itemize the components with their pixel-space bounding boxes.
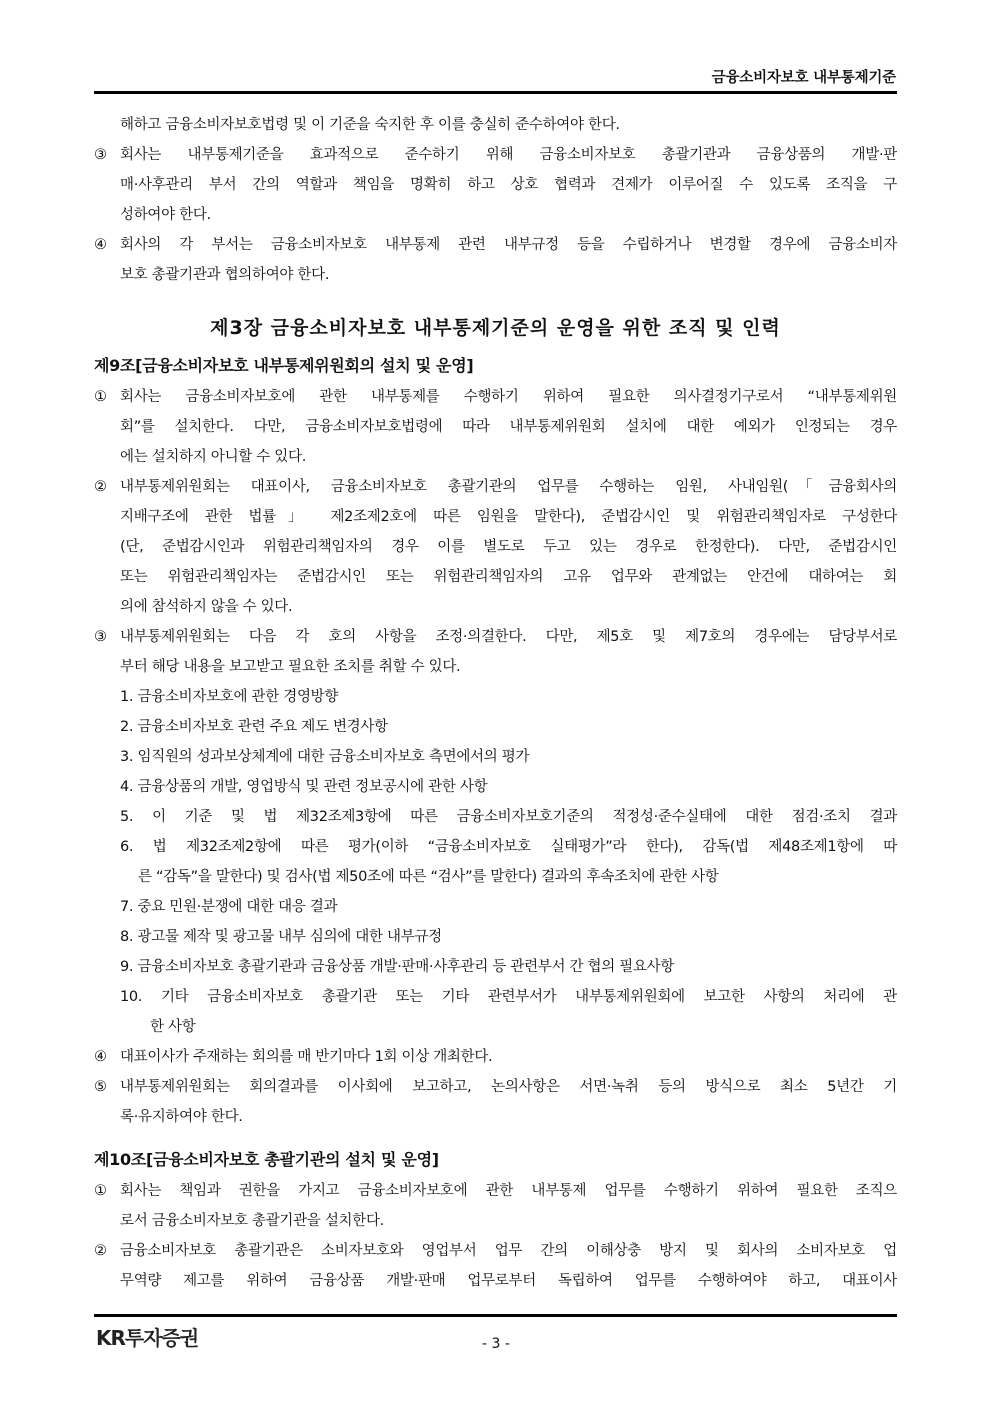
text-line: 록·유지하여야 한다. (120, 1109, 243, 1125)
paragraph-number: ④ (94, 1049, 107, 1065)
list-item: 8. 광고물 제작 및 광고물 내부 심의에 대한 내부규정 (120, 929, 442, 945)
paragraph-number: ③ (94, 629, 107, 645)
paragraph-3-line-1 (94, 140, 897, 170)
chapter-title: 제3장 금융소비자보호 내부통제기준의 운영을 위한 조직 및 인력 (210, 317, 781, 339)
text-line: 내부통제위원회는 다음 각 호의 사항을 조정·의결한다. 다만, 제5호 및 제7호의 경우에는 담당부서로 (120, 629, 897, 645)
company-logo: KR투자증권 (96, 1326, 199, 1350)
list-item: 7. 중요 민원·분쟁에 대한 대응 결과 (120, 899, 338, 915)
paragraph-4-line-1 (94, 230, 897, 260)
paragraph-number: ③ (94, 147, 107, 163)
paragraph-line (94, 1236, 897, 1266)
paragraph-number: ② (94, 479, 107, 495)
text-line: 해하고 금융소비자보호법령 및 이 기준을 숙지한 후 이를 충실히 준수하여야 한다. (120, 117, 620, 133)
text-line: 또는 위험관리책임자는 준법감시인 또는 위험관리책임자의 고유 업무와 관계없는 안건에 대하여는 회 (120, 569, 897, 585)
document-body (94, 110, 897, 1296)
list-item: 6. 법 제32조제2항에 따른 평가(이하 “금융소비자보호 실태평가”라 한다), 감독(법 제48조제1항에 따 (120, 839, 897, 855)
text-line: 회사는 책임과 권한을 가지고 금융소비자보호에 관한 내부통제 업무를 수행하기 위하여 필요한 조직으 (120, 1183, 897, 1199)
text-line: 지배구조에 관한 법률」 제2조제2호에 따른 임원을 말한다), 준법감시인 및 위험관리책임자로 구성한다 (120, 509, 897, 525)
footer-rule (94, 1314, 897, 1317)
page-header-title: 금융소비자보호 내부통제기준 (711, 70, 896, 86)
list-item: 4. 금융상품의 개발, 영업방식 및 관련 정보공시에 관한 사항 (120, 779, 488, 795)
list-item-continuation: 른 “감독”을 말한다) 및 검사(법 제50조에 따른 “검사”를 말한다) 결과의 후속조치에 관한 사항 (138, 869, 719, 885)
list-item: 1. 금융소비자보호에 관한 경영방향 (120, 689, 339, 705)
paragraph-number: ⑤ (94, 1079, 107, 1095)
paragraph-line (94, 472, 897, 502)
text-line: 내부통제위원회는 회의결과를 이사회에 보고하고, 논의사항은 서면·녹취 등의 방식으로 최소 5년간 기 (120, 1079, 897, 1095)
paragraph-number: ① (94, 1183, 107, 1199)
header-rule (94, 91, 897, 94)
text-line: 회사의 각 부서는 금융소비자보호 내부통제 관련 내부규정 등을 수립하거나 변경할 경우에 금융소비자 (120, 237, 897, 253)
text-line: 무역량 제고를 위하여 금융상품 개발·판매 업무로부터 독립하여 업무를 수행하여야 하고, 대표이사 (120, 1273, 897, 1289)
list-item: 5. 이 기준 및 법 제32조제3항에 따른 금융소비자보호기준의 적정성·준수실태에 대한 점검·조치 결과 (120, 809, 897, 825)
page-number: - 3 - (482, 1336, 510, 1352)
text-line: 대표이사가 주재하는 회의를 매 반기마다 1회 이상 개최한다. (120, 1049, 493, 1065)
paragraph-number: ④ (94, 237, 107, 253)
list-item-continuation: 한 사항 (150, 1019, 196, 1035)
text-line: 성하여야 한다. (120, 207, 211, 223)
text-line: 회”를 설치한다. 다만, 금융소비자보호법령에 따라 내부통제위원회 설치에 대한 예외가 인정되는 경우 (120, 419, 897, 435)
article-9-title: 제9조[금융소비자보호 내부통제위원회의 설치 및 운영] (94, 356, 474, 375)
list-item: 2. 금융소비자보호 관련 주요 제도 변경사항 (120, 719, 388, 735)
article-10-title: 제10조[금융소비자보호 총괄기관의 설치 및 운영] (94, 1150, 439, 1169)
paragraph-number: ② (94, 1243, 107, 1259)
text-line: 회사는 금융소비자보호에 관한 내부통제를 수행하기 위하여 필요한 의사결정기구로서 “내부통제위원 (120, 389, 897, 405)
paragraph-line (94, 1072, 897, 1102)
text-line: 내부통제위원회는 대표이사, 금융소비자보호 총괄기관의 업무를 수행하는 임원, 사내임원(「금융회사의 (120, 479, 897, 495)
paragraph-number: ① (94, 389, 107, 405)
paragraph-line (94, 622, 897, 652)
paragraph-line (94, 1176, 897, 1206)
text-line: 의에 참석하지 않을 수 있다. (120, 599, 293, 615)
paragraph-line (94, 1042, 897, 1072)
text-line: 로서 금융소비자보호 총괄기관을 설치한다. (120, 1213, 384, 1229)
text-line: 부터 해당 내용을 보고받고 필요한 조치를 취할 수 있다. (120, 659, 461, 675)
paragraph-line (94, 382, 897, 412)
text-line: 회사는 내부통제기준을 효과적으로 준수하기 위해 금융소비자보호 총괄기관과 금융상품의 개발·판 (120, 147, 897, 163)
text-line: 에는 설치하지 아니할 수 있다. (120, 449, 307, 465)
list-item: 10. 기타 금융소비자보호 총괄기관 또는 기타 관련부서가 내부통제위원회에 보고한 사항의 처리에 관 (120, 989, 897, 1005)
text-line: 금융소비자보호 총괄기관은 소비자보호와 영업부서 업무 간의 이해상충 방지 및 회사의 소비자보호 업 (120, 1243, 897, 1259)
text-line: (단, 준법감시인과 위험관리책임자의 경우 이를 별도로 두고 있는 경우로 한정한다). 다만, 준법감시인 (120, 539, 897, 555)
list-item: 3. 임직원의 성과보상체계에 대한 금융소비자보호 측면에서의 평가 (120, 749, 530, 765)
text-line: 매·사후관리 부서 간의 역할과 책임을 명확히 하고 상호 협력과 견제가 이루어질 수 있도록 조직을 구 (120, 177, 897, 193)
list-item: 9. 금융소비자보호 총괄기관과 금융상품 개발·판매·사후관리 등 관련부서 간 협의 필요사항 (120, 959, 675, 975)
text-line: 보호 총괄기관과 협의하여야 한다. (120, 267, 330, 283)
